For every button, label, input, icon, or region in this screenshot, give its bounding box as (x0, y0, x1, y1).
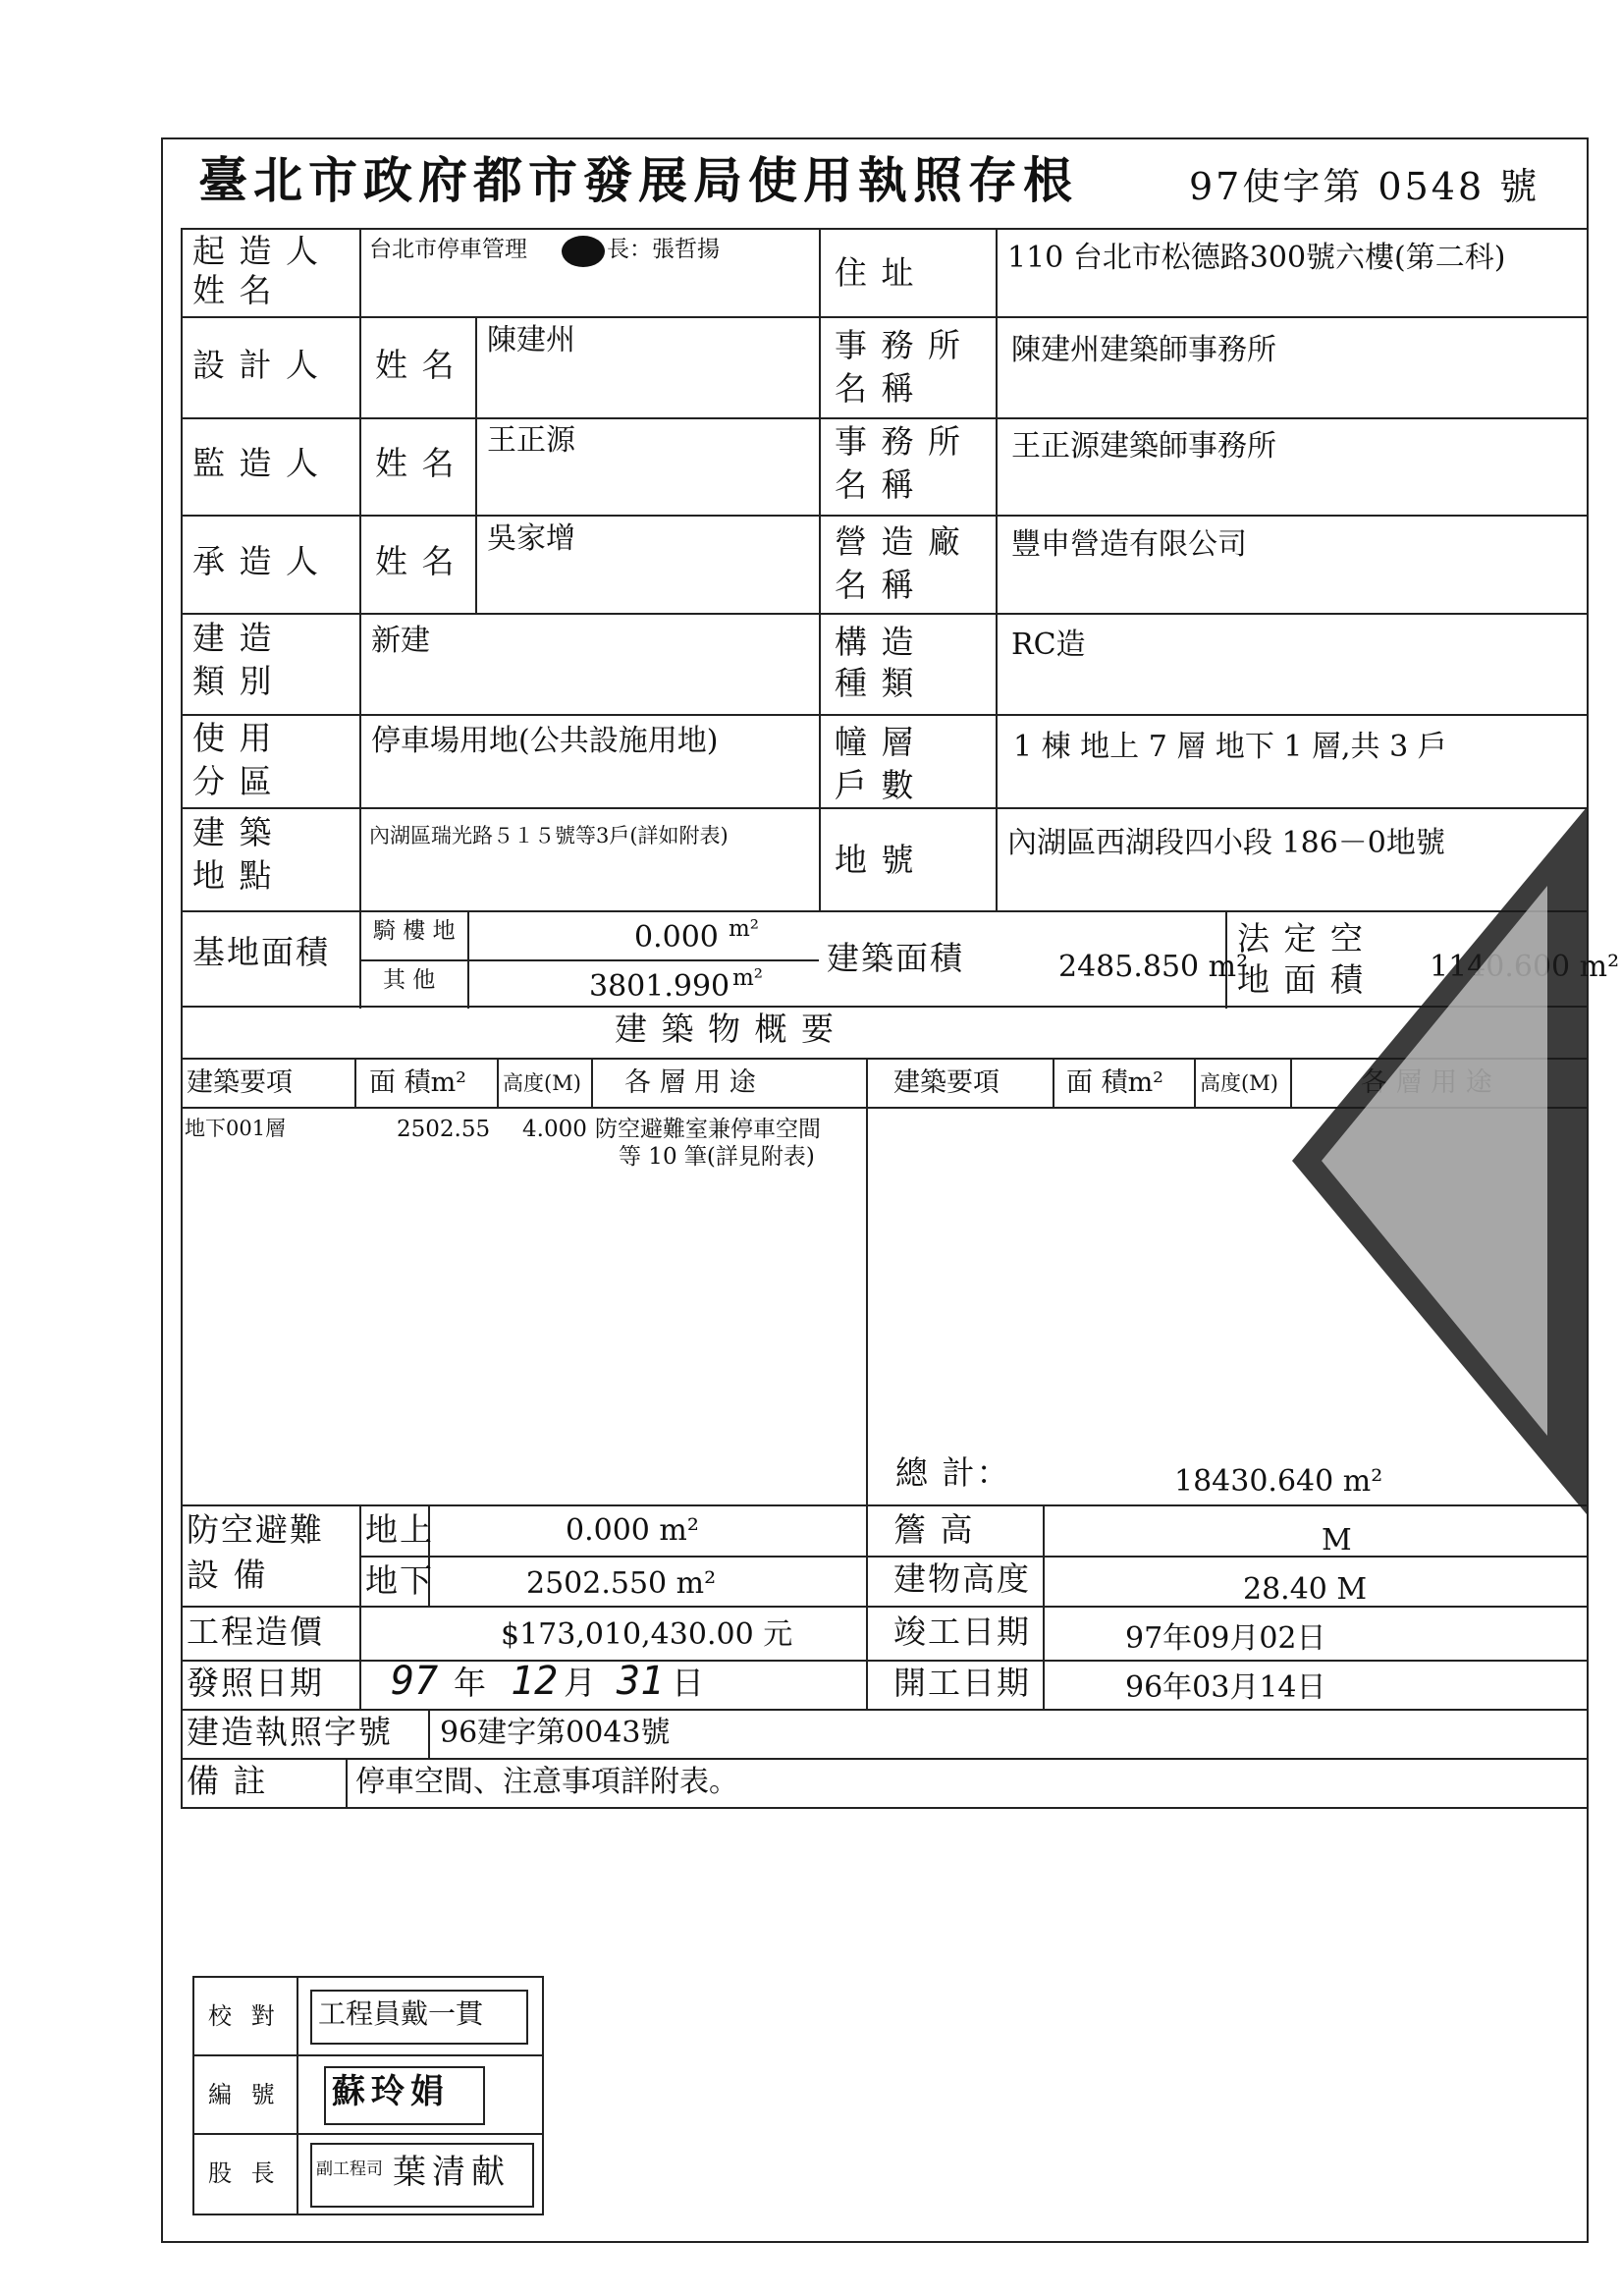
contractor-name-label: 姓 名 (375, 542, 457, 580)
summary-heading: 建 築 物 概 要 (615, 1010, 836, 1048)
scan-smudge-highlight (1322, 886, 1547, 1436)
contractor-firm-label-2: 名 稱 (835, 566, 916, 604)
builder-address-label: 住 址 (835, 253, 916, 292)
cost-label: 工程造價 (187, 1613, 324, 1651)
total-label: 總 計： (895, 1453, 1011, 1492)
location-label: 建 築 (192, 813, 274, 851)
chief-stamp-small: 副工程司 (316, 2159, 383, 2179)
redaction-mark (562, 236, 605, 267)
issue-date-label: 發照日期 (187, 1664, 324, 1702)
buildings-label: 幢 層 (835, 723, 916, 761)
location-label-2: 地 點 (192, 856, 274, 895)
other-unit: m² (732, 965, 764, 991)
chief-stamp-text: 葉清献 (393, 2153, 511, 2192)
open-space-label-2: 地 面 積 (1237, 960, 1365, 999)
check-stamp-text: 工程員戴一貫 (318, 1997, 484, 2030)
eave-label: 簷 高 (893, 1510, 975, 1549)
col-area-right: 面 積m² (1066, 1067, 1164, 1098)
supervisor-office-label-2: 名 稱 (835, 465, 916, 504)
edit-label: 編 號 (208, 2081, 281, 2108)
issue-year: 97 (391, 1659, 439, 1704)
arcade-label: 騎 樓 地 (373, 918, 456, 944)
col-height: 高度(M) (503, 1071, 581, 1095)
issue-year-unit: 年 (454, 1664, 488, 1702)
open-space-label: 法 定 空 (1237, 919, 1365, 957)
site-area-label: 基地面積 (192, 933, 330, 971)
floor-row-area: 2502.55 (397, 1117, 491, 1142)
designer-office-label-2: 名 稱 (835, 369, 916, 408)
structure-value: RC造 (1011, 628, 1086, 662)
permit-value: 96建字第0043號 (440, 1716, 671, 1750)
designer-office: 陳建州建築師事務所 (1011, 333, 1276, 367)
buildings-value: 1 棟 地上 7 層 地下 1 層,共 3 戶 (1013, 730, 1447, 764)
license-stub (161, 137, 1620, 2243)
building-height-value: 28.40 M (1243, 1572, 1368, 1607)
shelter-above-label: 地上 (365, 1510, 434, 1549)
supervisor-name-label: 姓 名 (375, 444, 457, 482)
zoning-label-2: 分 區 (192, 762, 274, 800)
check-label: 校 對 (208, 2002, 281, 2030)
lot-label: 地 號 (835, 841, 916, 879)
supervisor-office-label: 事 務 所 (835, 422, 962, 461)
supervisor-name: 王正源 (487, 423, 575, 458)
completion-value: 97年09月02日 (1125, 1621, 1326, 1656)
completion-label: 竣工日期 (893, 1613, 1031, 1651)
builder-name-prefix: 台北市停車管理 (369, 237, 527, 262)
floor-row-use: 防空避難室兼停車空間 (595, 1117, 821, 1142)
other-label: 其 他 (383, 967, 436, 993)
designer-name: 陳建州 (487, 323, 575, 357)
total-value: 18430.640 m² (1174, 1464, 1383, 1499)
build-type-value: 新建 (371, 624, 430, 658)
shelter-below-label: 地下 (365, 1561, 434, 1600)
col-use-right: 各 層 用 途 (1361, 1067, 1492, 1098)
edit-stamp-text: 蘇玲娟 (332, 2072, 450, 2111)
shelter-above-value: 0.000 m² (566, 1513, 699, 1548)
cost-value: $173,010,430.00 元 (501, 1617, 793, 1652)
shelter-below-value: 2502.550 m² (526, 1566, 717, 1601)
building-height-label: 建物高度 (893, 1559, 1031, 1598)
designer-name-label: 姓 名 (375, 346, 457, 384)
document-title: 臺北市政府都市發展局使用執照存根 (198, 151, 1078, 209)
build-type-label-2: 類 別 (192, 662, 274, 700)
issue-day: 31 (617, 1659, 665, 1704)
contractor-name: 吳家增 (487, 521, 575, 556)
structure-label-2: 種 類 (835, 664, 916, 702)
col-height-right: 高度(M) (1200, 1071, 1278, 1095)
supervisor-office: 王正源建築師事務所 (1011, 429, 1276, 464)
supervisor-label: 監 造 人 (192, 444, 320, 482)
license-number: 97使字第 0548 號 (1189, 165, 1540, 208)
shelter-label: 防空避難 (187, 1510, 324, 1549)
zoning-value: 停車場用地(公共設施用地) (371, 724, 719, 758)
chief-label: 股 長 (208, 2159, 281, 2187)
contractor-firm: 豐申營造有限公司 (1011, 527, 1247, 562)
location-value: 內湖區瑞光路５１５號等3戶(詳如附表) (369, 824, 729, 847)
contractor-firm-label: 營 造 廠 (835, 522, 962, 561)
start-date-value: 96年03月14日 (1125, 1670, 1326, 1705)
shelter-label-2: 設 備 (187, 1556, 268, 1594)
open-space-value: 1140.600 m² (1430, 950, 1620, 984)
issue-day-unit: 日 (672, 1664, 706, 1702)
designer-office-label: 事 務 所 (835, 326, 962, 364)
builder-label: 起 造 人 (192, 232, 320, 270)
arcade-unit: m² (729, 916, 760, 942)
builder-address: 110 台北市松德路300號六樓(第二科) (1007, 241, 1506, 275)
other-value: 3801.990 (589, 969, 730, 1004)
col-area: 面 積m² (369, 1067, 467, 1098)
issue-month: 12 (511, 1659, 559, 1704)
col-item-right: 建築要項 (893, 1067, 1000, 1098)
lot-value: 內湖區西湖段四小段 186－0地號 (1007, 826, 1445, 860)
eave-value: M (1322, 1523, 1352, 1558)
floor-row-height: 4.000 (522, 1117, 587, 1142)
floor-row-floor: 地下001層 (185, 1117, 287, 1140)
structure-label: 構 造 (835, 623, 916, 661)
permit-label: 建造執照字號 (187, 1713, 393, 1751)
arcade-value: 0.000 (634, 920, 719, 955)
builder-name-suffix: 長：張哲揚 (607, 237, 720, 262)
zoning-label: 使 用 (192, 719, 274, 757)
building-area-value: 2485.850 m² (1058, 950, 1249, 984)
col-item: 建築要項 (187, 1067, 293, 1098)
build-type-label: 建 造 (192, 619, 274, 657)
remarks-label: 備 註 (187, 1762, 268, 1800)
remarks-value: 停車空間、注意事項詳附表。 (355, 1765, 738, 1799)
start-date-label: 開工日期 (893, 1664, 1031, 1702)
col-use: 各 層 用 途 (624, 1067, 756, 1098)
contractor-label: 承 造 人 (192, 542, 320, 580)
builder-label-2: 姓 名 (192, 271, 274, 309)
floor-row-use-2: 等 10 筆(詳見附表) (619, 1144, 815, 1170)
building-area-label: 建築面積 (827, 939, 964, 977)
designer-label: 設 計 人 (192, 346, 320, 384)
buildings-label-2: 戶 數 (835, 766, 916, 804)
issue-month-unit: 月 (564, 1664, 598, 1702)
